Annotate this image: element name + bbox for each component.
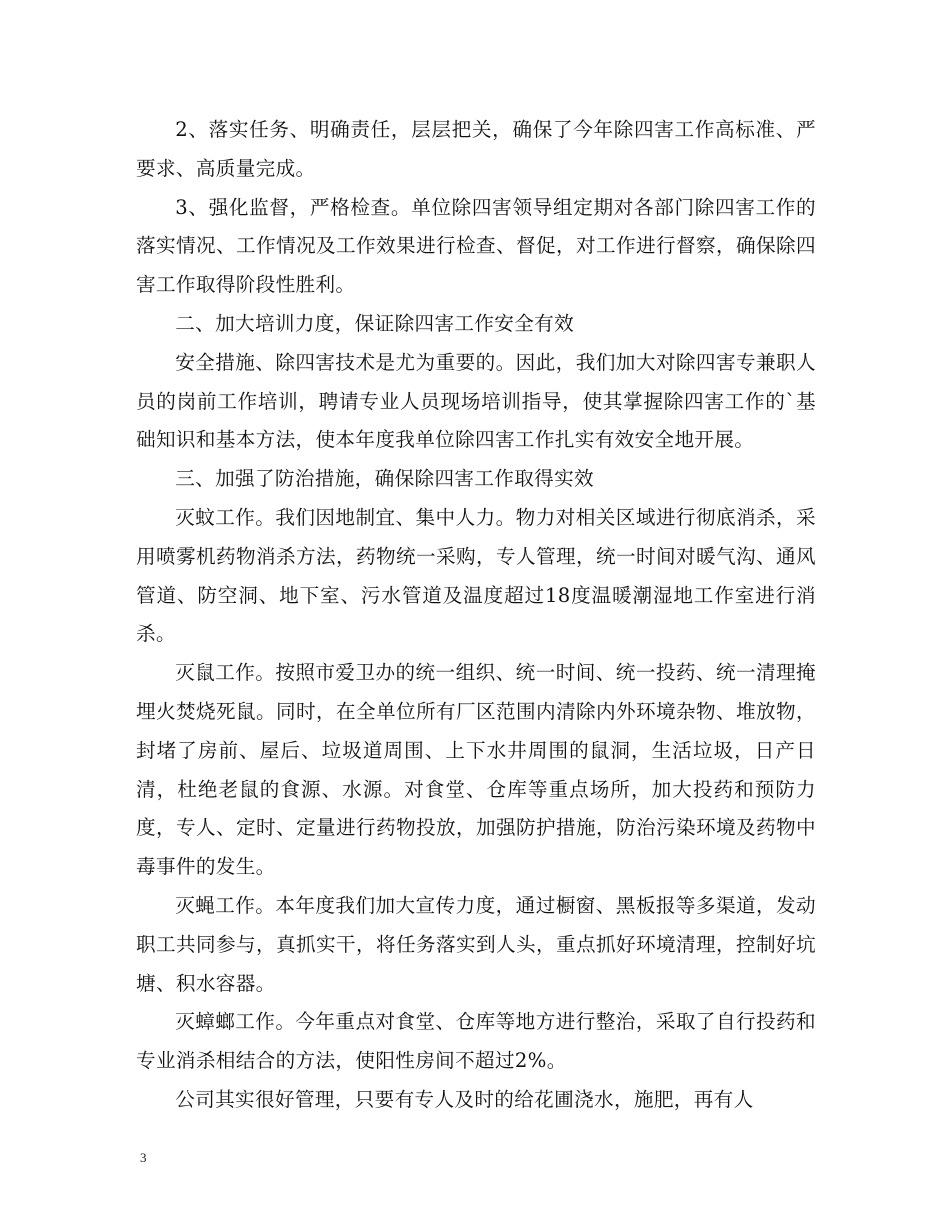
section-heading-prevention: 三、加强了防治措施，确保除四害工作取得实效	[175, 467, 595, 491]
paragraph-fly-control: 灭蝇工作。本年度我们加大宣传力度，通过橱窗、黑板报等多渠道，发动职工共同参与，真抓实干，将任务落实到人头，重点抓好环境清理，控制好坑塘、积水容器。	[136, 893, 816, 995]
paragraph-rodent-control: 灭鼠工作。按照市爱卫办的统一组织、统一时间、统一投药、统一清理掩埋火焚烧死鼠。同时，在全单位所有厂区范围内清除内外环境杂物、堆放物，封堵了房前、屋后、垃圾道周围、上下水井周围的鼠洞，生活垃圾，日产日清，杜绝老鼠的食源、水源。对食堂、仓库等重点场所，加大投药和预防力度，专人、定时、定量进行药物投放，加强防护措施，防治污染环境及药物中毒事件的发生。	[136, 661, 816, 879]
paragraph-mosquito-control: 灭蚊工作。我们因地制宜、集中人力。物力对相关区域进行彻底消杀，采用喷雾机药物消杀方法，药物统一采购，专人管理，统一时间对暖气沟、通风管道、防空洞、地下室、污水管道及温度超过18度温暖潮湿地工作室进行消杀。	[136, 505, 816, 646]
document-body	[136, 111, 816, 1120]
paragraph-training: 安全措施、除四害技术是尤为重要的。因此，我们加大对除四害专兼职人员的岗前工作培训，聘请专业人员现场培训指导，使其掌握除四害工作的`基础知识和基本方法，使本年度我单位除四害工作扎实有效安全地开展。	[136, 350, 816, 452]
paragraph-company-management: 公司其实很好管理，只要有专人及时的给花圃浇水，施肥，再有人	[175, 1087, 754, 1111]
paragraph-cockroach-control: 灭蟑螂工作。今年重点对食堂、仓库等地方进行整治，采取了自行投药和专业消杀相结合的方法，使阳性房间不超过2%。	[136, 1010, 816, 1073]
page-number: 3	[140, 1150, 147, 1165]
paragraph-supervision: 3、强化监督，严格检查。单位除四害领导组定期对各部门除四害工作的落实情况、工作情况及工作效果进行检查、督促，对工作进行督察，确保除四害工作取得阶段性胜利。	[136, 195, 816, 297]
paragraph-task-responsibility: 2、落实任务、明确责任，层层把关，确保了今年除四害工作高标准、严要求、高质量完成。	[136, 118, 816, 180]
section-heading-training: 二、加大培训力度，保证除四害工作安全有效	[175, 311, 575, 335]
